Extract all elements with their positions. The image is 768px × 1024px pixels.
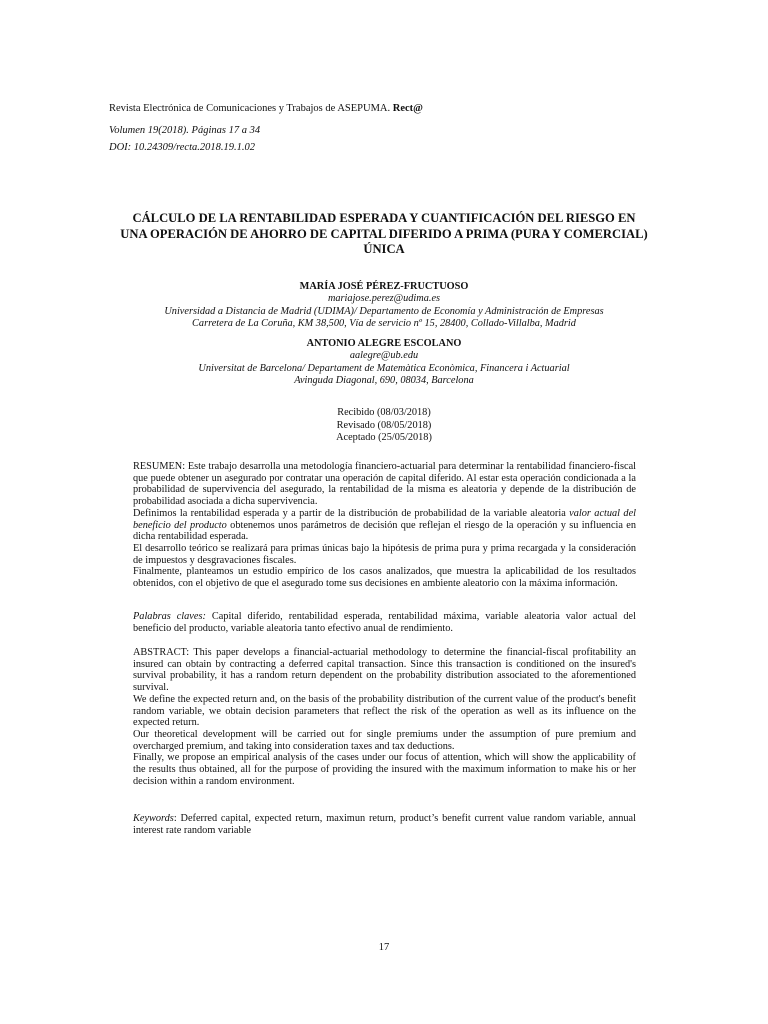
author-name: ANTONIO ALEGRE ESCOLANO bbox=[306, 338, 462, 349]
abstract-paragraph: ABSTRACT: This paper develops a financial-actuarial methodology to determine the financial-fiscal profitability an insured can obtain by contracting a deferred capital transaction. Since this transaction is conditioned on the insured's survival probability, it has a random return dependent on the probability distribution associated to the aforementioned survival. bbox=[133, 647, 636, 694]
keywords bbox=[133, 813, 636, 836]
keywords-text: : Deferred capital, expected return, maximun return, product’s benefit current value random variable, annual interest rate random variable bbox=[133, 813, 636, 836]
author-affiliation: Universitat de Barcelona/ Departament de Matemàtica Econòmica, Financera i Actuarial bbox=[198, 362, 570, 374]
journal-brand: Rect@ bbox=[392, 103, 423, 114]
date-revised: Revisado (08/05/2018) bbox=[336, 419, 432, 431]
author-1 bbox=[100, 281, 668, 330]
resumen-italic-term: valor actual del beneficio del producto bbox=[133, 507, 636, 531]
title-line-3: ÚNICA bbox=[363, 242, 405, 256]
author-email: aalegre@ub.edu bbox=[349, 350, 419, 362]
keywords-label: Keywords bbox=[133, 813, 174, 824]
abstract-paragraph: We define the expected return and, on the basis of the probability distribution of the current value of the product's benefit random variable, we obtain decision parameters that reflect the risk of the operation as well as its influence on the expected return. bbox=[133, 693, 636, 729]
author-address: Avinguda Diagonal, 690, 08034, Barcelona bbox=[294, 374, 474, 386]
doi-line: DOI: 10.24309/recta.2018.19.1.02 bbox=[109, 142, 256, 153]
palabras-text: Capital diferido, rentabilidad esperada, rentabilidad máxima, variable aleatoria valor actual del beneficio del producto, variable aleatoria tanto efectivo anual de rendimiento. bbox=[133, 611, 636, 634]
resumen-section bbox=[133, 461, 636, 590]
author-affiliation: Universidad a Distancia de Madrid (UDIMA)/ Departamento de Economía y Administración de Empresas bbox=[164, 305, 604, 317]
resumen-paragraph: El desarrollo teórico se realizará para primas únicas bajo la hipótesis de prima pura y prima recargada y la consideración de impuestos y desgravaciones fiscales. bbox=[133, 542, 636, 566]
title-line-2: UNA OPERACIÓN DE AHORRO DE CAPITAL DIFERIDO A PRIMA (PURA Y COMERCIAL) bbox=[120, 226, 648, 241]
palabras-label: Palabras claves: bbox=[133, 611, 206, 622]
author-email: mariajose.perez@udima.es bbox=[327, 293, 441, 305]
resumen-text: obtenemos unos parámetros de decisión que reflejan el riesgo de la operación y su influencia en dicha rentabilidad esperada. bbox=[133, 519, 637, 543]
palabras-claves bbox=[133, 611, 636, 634]
author-address: Carretera de La Coruña, KM 38,500, Vía de servicio nº 15, 28400, Collado-Villalba, Madrid bbox=[192, 317, 576, 329]
resumen-paragraph: RESUMEN: Este trabajo desarrolla una metodología financiero-actuarial para determinar la rentabilidad financiero-fiscal que puede obtener un asegurado por contratar una operación de capital diferido. Al estar esta operación condicionada a la probabilidad de supervivencia del asegurado, la rentabilidad de la misma es aleatoria y depende de la distribución de probabilidad asociada a dicha supervivencia. bbox=[133, 461, 636, 508]
abstract-paragraph: Finally, we propose an empirical analysis of the cases under our focus of attention, which will show the applicability of the results thus obtained, all for the purpose of providing the insured with the maximum information to make his or her decision within a random environment. bbox=[133, 752, 636, 787]
journal-name: Revista Electrónica de Comunicaciones y Trabajos de ASEPUMA. bbox=[109, 103, 391, 114]
volume-line: Volumen 19(2018). Páginas 17 a 34 bbox=[109, 125, 261, 136]
page-number: 17 bbox=[378, 942, 390, 953]
date-accepted: Aceptado (25/05/2018) bbox=[336, 432, 432, 443]
paper-title bbox=[100, 211, 668, 258]
abstract-section bbox=[133, 647, 636, 787]
resumen-paragraph bbox=[133, 508, 636, 543]
resumen-paragraph: Finalmente, planteamos un estudio empírico de los casos analizados, que muestra la aplicabilidad de los resultados obtenidos, con el objetivo de que el asegurado tome sus decisiones en ambiente aleatorio con la máxima información. bbox=[133, 566, 636, 590]
date-received: Recibido (08/03/2018) bbox=[337, 407, 431, 418]
journal-line bbox=[109, 102, 423, 115]
author-name: MARÍA JOSÉ PÉREZ-FRUCTUOSO bbox=[299, 281, 469, 292]
title-line-1: CÁLCULO DE LA RENTABILIDAD ESPERADA Y CUANTIFICACIÓN DEL RIESGO EN bbox=[132, 211, 636, 225]
abstract-paragraph: Our theoretical development will be carried out for single premiums under the assumption of pure premium and overcharged premium, and taking into consideration taxes and tax deductions. bbox=[133, 728, 636, 752]
author-2 bbox=[100, 338, 668, 387]
resumen-text: Definimos la rentabilidad esperada y a partir de la distribución de probabilidad de la variable aleatoria bbox=[133, 507, 566, 519]
submission-dates bbox=[100, 407, 668, 445]
